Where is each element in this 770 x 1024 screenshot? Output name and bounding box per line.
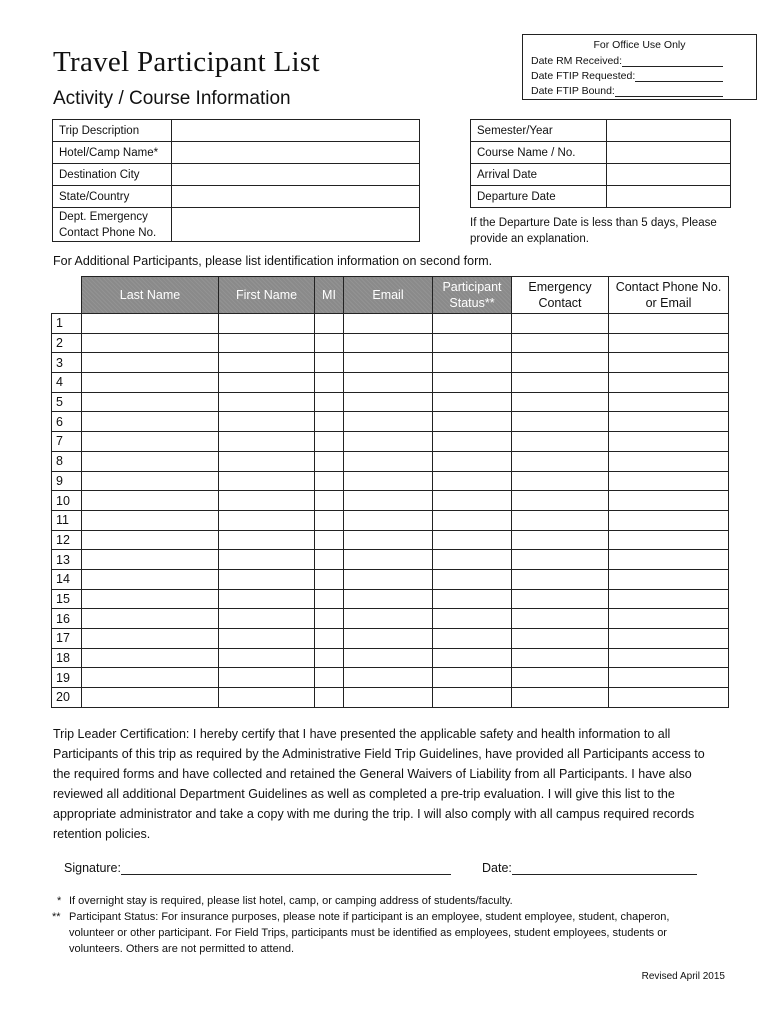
row-number: 16 [52,609,82,629]
course-info-table [470,119,731,208]
participant-status-cell[interactable] [433,510,512,530]
row-number: 17 [52,629,82,649]
row-number: 8 [52,451,82,471]
participant-row [52,471,729,491]
participant-status-cell[interactable] [433,530,512,550]
first-name-cell[interactable] [219,668,315,688]
first-name-cell[interactable] [219,471,315,491]
row-number: 7 [52,432,82,452]
participant-status-cell[interactable] [433,412,512,432]
participant-row [52,668,729,688]
contact-phone-cell[interactable] [609,589,729,609]
mi-cell[interactable] [315,648,344,668]
row-number: 15 [52,589,82,609]
contact-phone-cell[interactable] [609,491,729,511]
office-use-box [522,34,757,100]
participant-row [52,432,729,452]
email-cell[interactable] [344,668,433,688]
emergency-contact-cell[interactable] [512,412,609,432]
emergency-contact-cell[interactable] [512,491,609,511]
arrival-date-field[interactable] [606,164,730,186]
contact-phone-cell[interactable] [609,668,729,688]
mi-cell[interactable] [315,333,344,353]
last-name-cell[interactable] [82,451,219,471]
last-name-cell[interactable] [82,510,219,530]
contact-phone-cell[interactable] [609,688,729,708]
emergency-contact-cell[interactable] [512,550,609,570]
email-cell[interactable] [344,648,433,668]
label-arrival-date: Arrival Date [471,164,607,186]
participant-status-cell[interactable] [433,648,512,668]
mi-cell[interactable] [315,550,344,570]
email-cell[interactable] [344,471,433,491]
col-email: Email [344,277,433,314]
participant-table [51,276,729,708]
emergency-contact-cell[interactable] [512,471,609,491]
email-cell[interactable] [344,333,433,353]
departure-note: If the Departure Date is less than 5 days, Please provide an explanation. [470,217,717,245]
page-title: Travel Participant List [53,46,320,78]
emergency-contact-cell[interactable] [512,589,609,609]
participant-row [52,373,729,393]
trip-info-table [52,119,420,242]
participant-status-cell[interactable] [433,314,512,334]
contact-phone-cell[interactable] [609,629,729,649]
emergency-contact-cell[interactable] [512,333,609,353]
first-name-cell[interactable] [219,550,315,570]
last-name-cell[interactable] [82,314,219,334]
last-name-cell[interactable] [82,412,219,432]
last-name-cell[interactable] [82,373,219,393]
col-last-name: Last Name [82,277,219,314]
hotel-camp-field[interactable] [171,142,419,164]
participant-status-cell[interactable] [433,471,512,491]
participant-header-row [52,277,729,314]
contact-phone-cell[interactable] [609,510,729,530]
email-cell[interactable] [344,629,433,649]
state-country-field[interactable] [171,186,419,208]
emergency-contact-cell[interactable] [512,609,609,629]
last-name-cell[interactable] [82,550,219,570]
mi-cell[interactable] [315,392,344,412]
trip-description-field[interactable] [171,120,419,142]
contact-phone-cell[interactable] [609,314,729,334]
email-cell[interactable] [344,392,433,412]
label-emergency-phone: Dept. Emergency Contact Phone No. [53,208,172,242]
label-course-name: Course Name / No. [471,142,607,164]
label-hotel-camp: Hotel/Camp Name* [53,142,172,164]
office-field-rm-received[interactable]: Date RM Received: [531,55,723,67]
contact-phone-cell[interactable] [609,530,729,550]
participant-status-cell[interactable] [433,373,512,393]
trip-leader-certification: Trip Leader Certification: I hereby certify that I have presented the applicable safety and health information to all Participants of this trip as required by the Administrative Field Trip Guidelines, have provided all Participants access to the required forms and have collected and retained the General Waivers of Liability from all Participants. I have also reviewed all additional Department Guidelines as well as completed a pre-trip evaluation. I will give this list to the appropriate administrator and take a copy with me during the trip. I will also comply with all campus required records retention policies. [53,727,705,841]
participant-status-cell[interactable] [433,629,512,649]
first-name-cell[interactable] [219,314,315,334]
emergency-contact-cell[interactable] [512,629,609,649]
emergency-contact-cell[interactable] [512,432,609,452]
first-name-cell[interactable] [219,510,315,530]
contact-phone-cell[interactable] [609,569,729,589]
col-emergency-contact: Emergency Contact [512,277,609,314]
last-name-cell[interactable] [82,471,219,491]
emergency-contact-cell[interactable] [512,530,609,550]
col-contact-phone: Contact Phone No. or Email [609,277,729,314]
footnote-double-star: ** Participant Status: For insurance purposes, please note if participant is an employee, student employee, student, chaperon, volunteer or other participant. For Field Trips, participants must be identified as employees, student employees, students or volunteers. Others are not permitted to attend. [52,911,670,955]
participant-row [52,688,729,708]
first-name-cell[interactable] [219,530,315,550]
destination-city-field[interactable] [171,164,419,186]
first-name-cell[interactable] [219,629,315,649]
last-name-cell[interactable] [82,589,219,609]
participant-status-cell[interactable] [433,589,512,609]
mi-cell[interactable] [315,373,344,393]
mi-cell[interactable] [315,569,344,589]
contact-phone-cell[interactable] [609,451,729,471]
mi-cell[interactable] [315,589,344,609]
email-cell[interactable] [344,373,433,393]
first-name-cell[interactable] [219,688,315,708]
row-number: 14 [52,569,82,589]
contact-phone-cell[interactable] [609,432,729,452]
contact-phone-cell[interactable] [609,333,729,353]
participant-row [52,589,729,609]
row-number: 11 [52,510,82,530]
email-cell[interactable] [344,412,433,432]
last-name-cell[interactable] [82,668,219,688]
contact-phone-cell[interactable] [609,609,729,629]
first-name-cell[interactable] [219,333,315,353]
emergency-contact-cell[interactable] [512,648,609,668]
first-name-cell[interactable] [219,432,315,452]
label-departure-date: Departure Date [471,186,607,208]
participant-status-cell[interactable] [433,569,512,589]
participant-status-cell[interactable] [433,432,512,452]
signature-label: Signature: [64,861,121,875]
mi-cell[interactable] [315,629,344,649]
emergency-contact-cell[interactable] [512,510,609,530]
mi-cell[interactable] [315,530,344,550]
participant-status-cell[interactable] [433,491,512,511]
row-number: 1 [52,314,82,334]
first-name-cell[interactable] [219,609,315,629]
contact-phone-cell[interactable] [609,471,729,491]
mi-cell[interactable] [315,510,344,530]
row-number: 20 [52,688,82,708]
contact-phone-cell[interactable] [609,353,729,373]
contact-phone-cell[interactable] [609,392,729,412]
emergency-contact-cell[interactable] [512,314,609,334]
participant-row [52,491,729,511]
departure-date-field[interactable] [606,186,730,208]
last-name-cell[interactable] [82,688,219,708]
email-cell[interactable] [344,491,433,511]
col-mi: MI [315,277,344,314]
mi-cell[interactable] [315,471,344,491]
participant-row [52,648,729,668]
mi-cell[interactable] [315,412,344,432]
participant-row [52,510,729,530]
col-first-name: First Name [219,277,315,314]
email-cell[interactable] [344,609,433,629]
participant-row [52,392,729,412]
participant-status-cell[interactable] [433,333,512,353]
col-participant-status: Participant Status** [433,277,512,314]
first-name-cell[interactable] [219,353,315,373]
email-cell[interactable] [344,569,433,589]
label-destination-city: Destination City [53,164,172,186]
row-number: 12 [52,530,82,550]
label-state-country: State/Country [53,186,172,208]
participant-row [52,353,729,373]
participant-status-cell[interactable] [433,688,512,708]
email-cell[interactable] [344,314,433,334]
participant-status-cell[interactable] [433,353,512,373]
row-number: 5 [52,392,82,412]
last-name-cell[interactable] [82,432,219,452]
participant-status-cell[interactable] [433,392,512,412]
footnote-star: * If overnight stay is required, please list hotel, camp, or camping address of students/faculty. [57,895,513,907]
email-cell[interactable] [344,589,433,609]
participant-status-cell[interactable] [433,550,512,570]
emergency-contact-cell[interactable] [512,668,609,688]
last-name-cell[interactable] [82,333,219,353]
row-number: 18 [52,648,82,668]
row-number: 3 [52,353,82,373]
emergency-contact-cell[interactable] [512,451,609,471]
participant-row [52,629,729,649]
first-name-cell[interactable] [219,569,315,589]
revision-note: Revised April 2015 [641,971,725,982]
contact-phone-cell[interactable] [609,373,729,393]
additional-participants-note: For Additional Participants, please list identification information on second form. [53,254,493,268]
email-cell[interactable] [344,451,433,471]
participant-row [52,314,729,334]
email-cell[interactable] [344,550,433,570]
participant-status-cell[interactable] [433,609,512,629]
mi-cell[interactable] [315,314,344,334]
row-number: 13 [52,550,82,570]
first-name-cell[interactable] [219,491,315,511]
office-field-ftip-bound[interactable]: Date FTIP Bound: [531,85,723,97]
first-name-cell[interactable] [219,392,315,412]
first-name-cell[interactable] [219,412,315,432]
mi-cell[interactable] [315,432,344,452]
participant-row [52,569,729,589]
contact-phone-cell[interactable] [609,412,729,432]
label-semester-year: Semester/Year [471,120,607,142]
email-cell[interactable] [344,530,433,550]
email-cell[interactable] [344,510,433,530]
last-name-cell[interactable] [82,353,219,373]
mi-cell[interactable] [315,353,344,373]
emergency-contact-cell[interactable] [512,373,609,393]
section-subtitle: Activity / Course Information [53,88,291,109]
contact-phone-cell[interactable] [609,648,729,668]
last-name-cell[interactable] [82,629,219,649]
last-name-cell[interactable] [82,648,219,668]
participant-row [52,530,729,550]
footnotes [52,893,755,957]
last-name-cell[interactable] [82,569,219,589]
label-trip-description: Trip Description [53,120,172,142]
emergency-phone-field[interactable] [171,208,419,242]
email-cell[interactable] [344,688,433,708]
date-field[interactable] [482,860,697,875]
participant-row [52,333,729,353]
last-name-cell[interactable] [82,392,219,412]
row-number: 4 [52,373,82,393]
mi-cell[interactable] [315,688,344,708]
participant-status-cell[interactable] [433,668,512,688]
mi-cell[interactable] [315,668,344,688]
participant-status-cell[interactable] [433,451,512,471]
office-use-heading: For Office Use Only [593,39,686,51]
first-name-cell[interactable] [219,648,315,668]
participant-row [52,412,729,432]
emergency-contact-cell[interactable] [512,392,609,412]
contact-phone-cell[interactable] [609,550,729,570]
row-number: 9 [52,471,82,491]
mi-cell[interactable] [315,491,344,511]
mi-cell[interactable] [315,451,344,471]
email-cell[interactable] [344,432,433,452]
last-name-cell[interactable] [82,491,219,511]
first-name-cell[interactable] [219,589,315,609]
first-name-cell[interactable] [219,451,315,471]
participant-row [52,550,729,570]
first-name-cell[interactable] [219,373,315,393]
last-name-cell[interactable] [82,609,219,629]
row-number: 2 [52,333,82,353]
date-label: Date: [482,861,512,875]
row-number: 6 [52,412,82,432]
emergency-contact-cell[interactable] [512,353,609,373]
email-cell[interactable] [344,353,433,373]
mi-cell[interactable] [315,609,344,629]
row-number: 19 [52,668,82,688]
last-name-cell[interactable] [82,530,219,550]
participant-row [52,451,729,471]
row-number: 10 [52,491,82,511]
signature-field[interactable] [64,860,451,875]
semester-year-field[interactable] [606,120,730,142]
course-name-field[interactable] [606,142,730,164]
emergency-contact-cell[interactable] [512,569,609,589]
office-field-ftip-requested[interactable]: Date FTIP Requested: [531,70,723,82]
emergency-contact-cell[interactable] [512,688,609,708]
participant-row [52,609,729,629]
